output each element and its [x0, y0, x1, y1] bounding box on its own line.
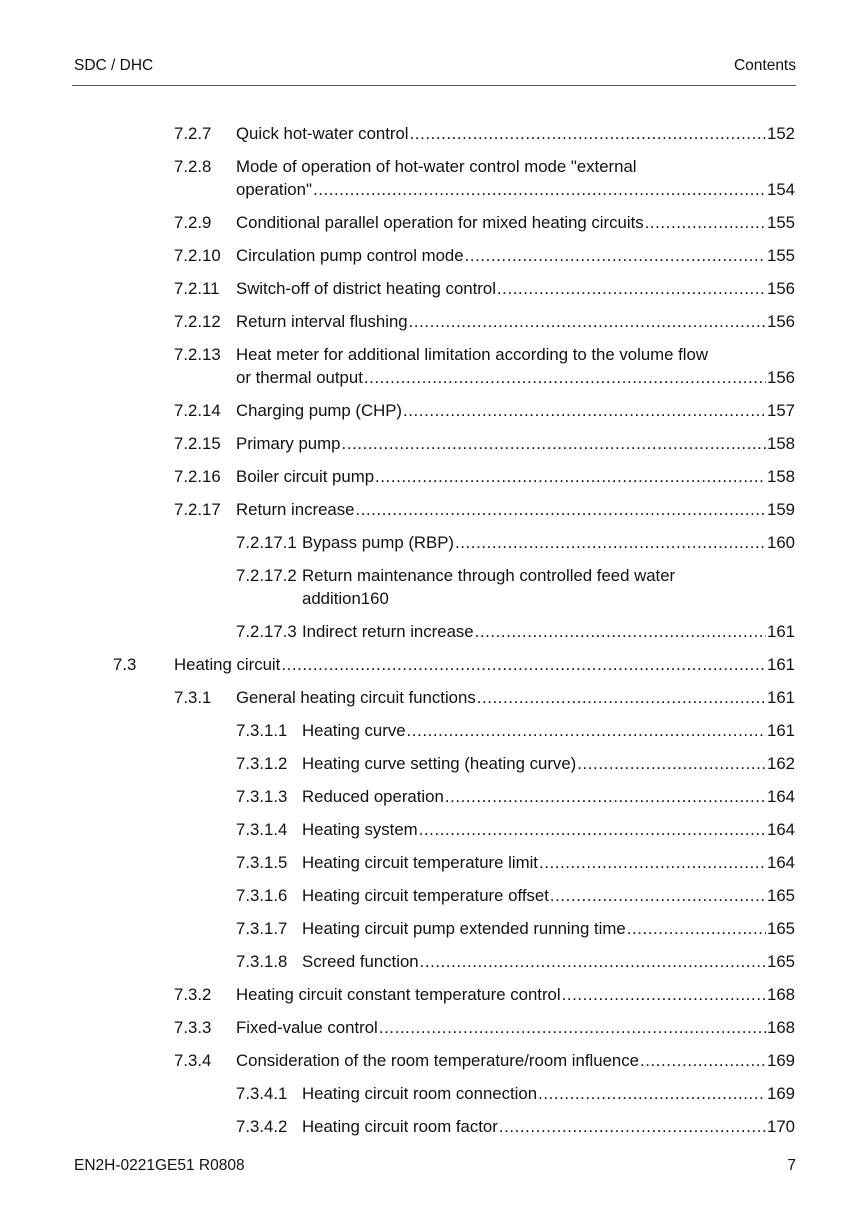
toc-entry-title: Consideration of the room temperature/room influence — [236, 1051, 639, 1070]
dot-leader — [355, 498, 766, 521]
toc-entry-title: Return interval flushing — [236, 312, 408, 331]
toc-entry-number: 7.3.1.7 — [236, 919, 288, 938]
toc-entry-number: 7.2.17.2 — [236, 566, 297, 585]
toc-entry-title: Heating circuit — [174, 655, 281, 674]
dot-leader — [497, 277, 766, 300]
dot-leader — [341, 432, 766, 455]
toc-entry-page: 155 — [767, 213, 795, 232]
toc-entry-line — [302, 818, 795, 841]
toc-entry-line — [302, 752, 795, 775]
toc-entry-title: or thermal output — [236, 368, 363, 387]
toc-entry-title: Heating circuit constant temperature control — [236, 985, 561, 1004]
toc-entry-number: 7.2.9 — [174, 213, 212, 232]
toc-entry-title: Conditional parallel operation for mixed heating circuits — [236, 213, 644, 232]
toc-entry-number: 7.3.1.1 — [236, 721, 288, 740]
toc-entry-title: Heating circuit temperature offset — [302, 886, 549, 905]
toc-entry-title: Quick hot-water control — [236, 124, 409, 143]
toc-entry-page: 168 — [767, 1018, 795, 1037]
toc-entry-page: 157 — [767, 401, 795, 420]
toc-entry-title: Screed function — [302, 952, 419, 971]
header-right: Contents — [733, 57, 796, 74]
toc-entry-line — [302, 851, 795, 874]
toc-entry-line — [236, 1049, 795, 1072]
toc-entry-line — [302, 1115, 795, 1138]
toc-entry-line — [236, 122, 795, 145]
toc-entry-page: 152 — [767, 124, 795, 143]
toc-entry-title: General heating circuit functions — [236, 688, 476, 707]
dot-leader — [419, 818, 766, 841]
footer-doc-id: EN2H-0221GE51 R0808 — [74, 1157, 245, 1174]
toc-entry-title: Boiler circuit pump — [236, 467, 375, 486]
toc-entry-line — [302, 620, 795, 643]
toc-entry-number: 7.2.10 — [174, 246, 221, 265]
toc-entry-line — [302, 950, 795, 973]
toc-entry-title: Heating circuit room connection — [302, 1084, 538, 1103]
dot-leader — [577, 752, 766, 775]
toc-entry-number: 7.3.4.2 — [236, 1117, 288, 1136]
toc-entry-page: 161 — [767, 622, 795, 641]
toc-entry-page: 160 — [767, 533, 795, 552]
toc-entry-number: 7.2.14 — [174, 401, 221, 420]
toc-entry-line — [236, 277, 795, 300]
page-footer — [74, 1157, 796, 1179]
toc-entry-number: 7.2.16 — [174, 467, 221, 486]
toc-entry-title: Primary pump — [236, 434, 341, 453]
dot-leader — [281, 653, 766, 676]
toc-entry-number: 7.2.17.1 — [236, 533, 297, 552]
dot-leader — [420, 950, 766, 973]
toc-entry-line — [302, 564, 675, 587]
toc-entry-line — [236, 983, 795, 1006]
toc-entry-line — [236, 432, 795, 455]
toc-entry-line — [236, 343, 708, 366]
toc-entry-line — [236, 399, 795, 422]
header-left: SDC / DHC — [74, 57, 154, 74]
toc-entry-number: 7.2.7 — [174, 124, 212, 143]
toc-entry-page: 156 — [767, 279, 795, 298]
dot-leader — [627, 917, 766, 940]
toc-entry-page: 170 — [767, 1117, 795, 1136]
dot-leader — [379, 1016, 766, 1039]
toc-entry-line — [236, 366, 795, 389]
page-header — [74, 57, 796, 79]
toc-entry-title: Fixed-value control — [236, 1018, 378, 1037]
dot-leader — [407, 719, 766, 742]
toc-entry-title: Return increase — [236, 500, 355, 519]
dot-leader — [465, 244, 766, 267]
dot-leader — [313, 178, 766, 201]
toc-entry-line — [236, 310, 795, 333]
toc-entry-title: Return maintenance through controlled feed water — [302, 566, 676, 585]
dot-leader — [550, 884, 766, 907]
header-divider — [72, 85, 796, 86]
dot-leader — [364, 366, 766, 389]
dot-leader — [562, 983, 766, 1006]
toc-entry-title: Charging pump (CHP) — [236, 401, 403, 420]
toc-entry-line — [174, 653, 795, 676]
toc-entry-line — [302, 587, 389, 610]
toc-entry-number: 7.2.17.3 — [236, 622, 297, 641]
toc-entry-page: 168 — [767, 985, 795, 1004]
toc-entry-number: 7.3.3 — [174, 1018, 212, 1037]
toc-entry-page: 165 — [767, 919, 795, 938]
toc-entry-title: Switch-off of district heating control — [236, 279, 496, 298]
toc-entry-line — [236, 244, 795, 267]
dot-leader — [375, 465, 766, 488]
toc-entry-page: 164 — [767, 787, 795, 806]
toc-entry-title: Heating curve setting (heating curve) — [302, 754, 577, 773]
toc-entry-page: 158 — [767, 434, 795, 453]
dot-leader — [475, 620, 766, 643]
toc-entry-title: Heat meter for additional limitation according to the volume flow — [236, 345, 708, 364]
toc-entry-title: Heating curve — [302, 721, 406, 740]
toc-entry-page: 161 — [767, 688, 795, 707]
toc-entry-title: Heating circuit temperature limit — [302, 853, 538, 872]
toc-entry-number: 7.2.15 — [174, 434, 221, 453]
toc-entry-page: 169 — [767, 1084, 795, 1103]
dot-leader — [538, 1082, 766, 1105]
toc-entry-title: operation" — [236, 180, 312, 199]
dot-leader — [645, 211, 766, 234]
toc-entry-number: 7.3.1.5 — [236, 853, 288, 872]
toc-entry-page: 162 — [767, 754, 795, 773]
toc-entry-line — [236, 686, 795, 709]
toc-entry-title: Reduced operation — [302, 787, 444, 806]
toc-entry-number: 7.3 — [113, 655, 137, 674]
toc-entry-title: addition160 — [302, 589, 389, 608]
toc-entry-number: 7.2.17 — [174, 500, 221, 519]
toc-entry-number: 7.3.1 — [174, 688, 212, 707]
dot-leader — [409, 310, 766, 333]
dot-leader — [455, 531, 766, 554]
toc-entry-line — [302, 531, 795, 554]
toc-entry-title: Mode of operation of hot-water control mode "external — [236, 157, 637, 176]
toc-entry-title: Indirect return increase — [302, 622, 474, 641]
dot-leader — [445, 785, 766, 808]
toc-entry-number: 7.3.1.4 — [236, 820, 288, 839]
toc-entry-line — [236, 178, 795, 201]
toc-entry-line — [302, 719, 795, 742]
toc-entry-number: 7.3.2 — [174, 985, 212, 1004]
toc-entry-number: 7.2.11 — [174, 279, 220, 298]
dot-leader — [640, 1049, 766, 1072]
toc-entry-line — [302, 1082, 795, 1105]
toc-entry-number: 7.3.4 — [174, 1051, 212, 1070]
toc-entry-page: 165 — [767, 886, 795, 905]
toc-entry-title: Circulation pump control mode — [236, 246, 464, 265]
toc-entry-title: Bypass pump (RBP) — [302, 533, 455, 552]
toc-entry-number: 7.3.1.3 — [236, 787, 288, 806]
toc-entry-line — [236, 465, 795, 488]
toc-entry-title: Heating circuit room factor — [302, 1117, 498, 1136]
toc-entry-page: 155 — [767, 246, 795, 265]
dot-leader — [539, 851, 766, 874]
toc-entry-number: 7.2.12 — [174, 312, 221, 331]
toc-entry-page: 154 — [767, 180, 795, 199]
toc-entry-line — [236, 498, 795, 521]
toc-entry-number: 7.2.8 — [174, 157, 212, 176]
toc-entry-page: 156 — [767, 312, 795, 331]
toc-entry-number: 7.3.1.8 — [236, 952, 288, 971]
toc-entry-line — [236, 155, 637, 178]
toc-entry-line — [302, 785, 795, 808]
toc-entry-page: 158 — [767, 467, 795, 486]
toc-entry-line — [302, 884, 795, 907]
toc-entry-page: 169 — [767, 1051, 795, 1070]
toc-entry-line — [236, 1016, 795, 1039]
toc-entry-line — [302, 917, 795, 940]
toc-entry-line — [236, 211, 795, 234]
toc-entry-page: 164 — [767, 820, 795, 839]
dot-leader — [499, 1115, 766, 1138]
dot-leader — [410, 122, 766, 145]
dot-leader — [477, 686, 766, 709]
toc-entry-title: Heating system — [302, 820, 418, 839]
toc-entry-page: 161 — [767, 655, 795, 674]
toc-entry-page: 159 — [767, 500, 795, 519]
page-number: 7 — [787, 1157, 796, 1174]
toc-entry-number: 7.3.1.2 — [236, 754, 288, 773]
toc-entry-page: 156 — [767, 368, 795, 387]
dot-leader — [403, 399, 766, 422]
toc-entry-page: 165 — [767, 952, 795, 971]
toc-entry-page: 164 — [767, 853, 795, 872]
toc-entry-page: 161 — [767, 721, 795, 740]
toc-entry-title: Heating circuit pump extended running time — [302, 919, 626, 938]
toc-entry-number: 7.3.4.1 — [236, 1084, 288, 1103]
toc-entry-number: 7.2.13 — [174, 345, 221, 364]
toc-entry-number: 7.3.1.6 — [236, 886, 288, 905]
